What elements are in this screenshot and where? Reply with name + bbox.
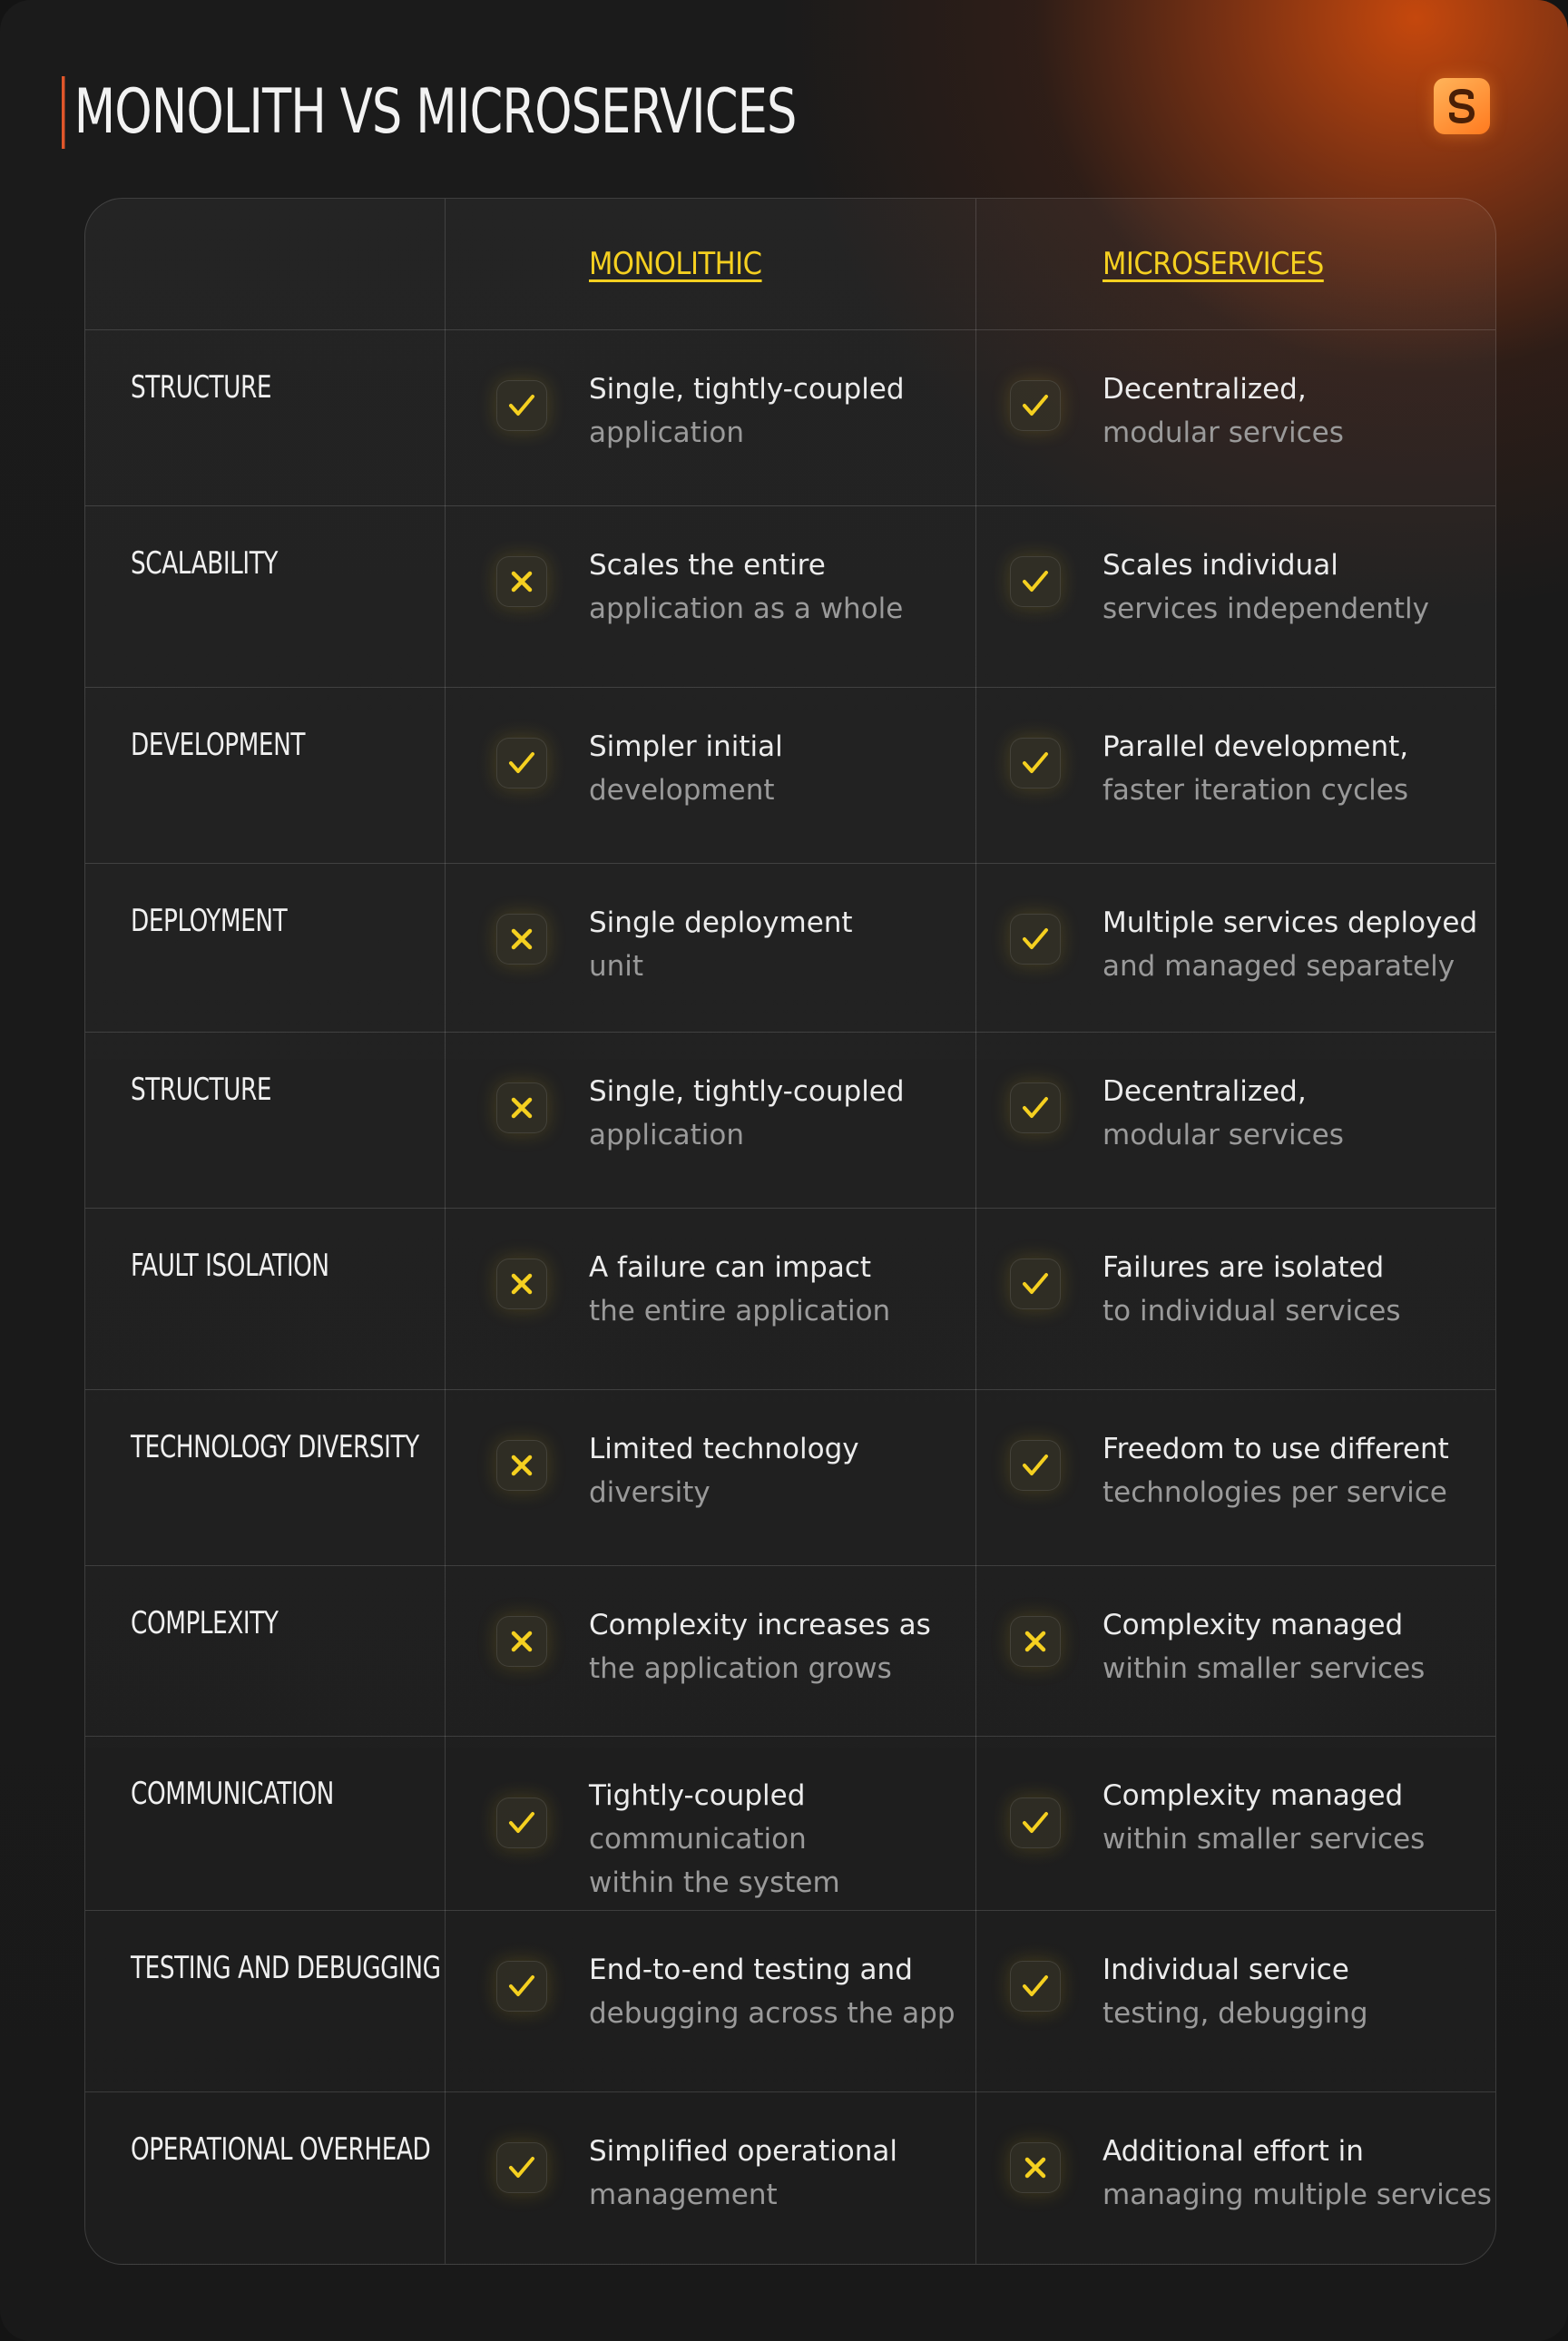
row-divider: [85, 863, 1495, 864]
monolithic-cell-text: [589, 1948, 956, 2035]
monolithic-cell-line2: unit: [589, 950, 644, 983]
microservices-cell-line2: within smaller services: [1102, 1823, 1426, 1856]
row-divider: [85, 505, 1495, 506]
microservices-cell-line1: Scales individual: [1102, 549, 1338, 582]
monolithic-cell-line1: Simpler initial: [589, 730, 783, 763]
microservices-cell-line2: to individual services: [1102, 1295, 1401, 1327]
microservices-cell-text: [1102, 367, 1344, 455]
microservices-cell-text: [1102, 544, 1429, 631]
microservices-cell-text: [1102, 901, 1477, 988]
row-label: STRUCTURE: [131, 369, 272, 406]
microservices-cell-line1: Parallel development,: [1102, 730, 1409, 763]
monolithic-cell-line2: diversity: [589, 1476, 710, 1509]
row-label: TECHNOLOGY DIVERSITY: [131, 1429, 419, 1465]
row-divider: [85, 1032, 1495, 1033]
monolithic-cell-line3: within the system: [589, 1866, 840, 1899]
cross-icon: [1010, 2142, 1061, 2193]
table-row: [85, 1910, 1495, 2091]
microservices-cell-text: [1102, 2130, 1492, 2217]
microservices-cell-line2: within smaller services: [1102, 1652, 1426, 1685]
microservices-cell-text: [1102, 1427, 1449, 1514]
row-divider: [85, 2091, 1495, 2092]
row-label: DEVELOPMENT: [131, 727, 305, 763]
microservices-cell-line1: Decentralized,: [1102, 373, 1307, 406]
monolithic-cell-line2: application as a whole: [589, 593, 904, 625]
row-label: OPERATIONAL OVERHEAD: [131, 2131, 431, 2168]
table-row: [85, 687, 1495, 863]
microservices-cell-line2: testing, debugging: [1102, 1997, 1368, 2030]
comparison-table: [84, 198, 1496, 2265]
check-icon: [1010, 556, 1061, 607]
microservices-cell-line2: technologies per service: [1102, 1476, 1447, 1509]
check-icon: [496, 738, 547, 788]
check-icon: [496, 2142, 547, 2193]
monolithic-cell-text: [589, 1603, 931, 1690]
monolithic-cell-line2: development: [589, 774, 775, 807]
row-divider: [85, 329, 1495, 330]
cross-icon: [496, 1082, 547, 1133]
microservices-cell-line1: Decentralized,: [1102, 1075, 1307, 1108]
row-label: COMMUNICATION: [131, 1776, 334, 1812]
check-icon: [1010, 1961, 1061, 2012]
monolithic-cell-line2: application: [589, 1119, 744, 1151]
microservices-cell-line1: Multiple services deployed: [1102, 906, 1478, 939]
monolithic-cell-text: [589, 1774, 840, 1905]
monolithic-cell-line1: Simplified operational: [589, 2135, 897, 2168]
monolithic-cell-text: [589, 2130, 897, 2217]
monolithic-cell-line1: Single, tightly-coupled: [589, 373, 905, 406]
microservices-cell-line1: Complexity managed: [1102, 1779, 1404, 1812]
table-row: [85, 1389, 1495, 1565]
check-icon: [1010, 914, 1061, 965]
table-row: [85, 1032, 1495, 1208]
monolithic-cell-line2: management: [589, 2179, 778, 2211]
row-divider: [85, 1389, 1495, 1390]
check-icon: [496, 1961, 547, 2012]
column-header-microservices: MICROSERVICES: [1102, 246, 1324, 282]
row-divider: [85, 1736, 1495, 1737]
microservices-cell-line2: modular services: [1102, 1119, 1344, 1151]
monolithic-cell-line2: the application grows: [589, 1652, 892, 1685]
row-label: DEPLOYMENT: [131, 903, 288, 939]
table-row: [85, 2091, 1495, 2265]
column-header-monolithic: MONOLITHIC: [589, 246, 762, 282]
monolithic-cell-line1: A failure can impact: [589, 1251, 872, 1284]
monolithic-cell-line2: the entire application: [589, 1295, 891, 1327]
monolithic-cell-line1: End-to-end testing and: [589, 1954, 913, 1986]
row-divider: [85, 1208, 1495, 1209]
check-icon: [1010, 738, 1061, 788]
table-row: [85, 505, 1495, 687]
microservices-cell-line1: Freedom to use different: [1102, 1433, 1449, 1465]
row-label: STRUCTURE: [131, 1072, 272, 1108]
table-row: [85, 1565, 1495, 1736]
s-logo-icon: [1446, 88, 1477, 124]
monolithic-cell-line1: Complexity increases as: [589, 1609, 931, 1641]
microservices-cell-text: [1102, 1774, 1425, 1861]
monolithic-cell-line1: Limited technology: [589, 1433, 859, 1465]
microservices-cell-text: [1102, 1070, 1344, 1157]
microservices-cell-text: [1102, 1246, 1400, 1333]
microservices-cell-line1: Individual service: [1102, 1954, 1349, 1986]
cross-icon: [1010, 1616, 1061, 1667]
cross-icon: [496, 1440, 547, 1491]
monolithic-cell-line1: Single, tightly-coupled: [589, 1075, 905, 1108]
microservices-cell-line2: and managed separately: [1102, 950, 1455, 983]
microservices-cell-line1: Failures are isolated: [1102, 1251, 1385, 1284]
microservices-cell-text: [1102, 725, 1408, 812]
monolithic-cell-text: [589, 367, 905, 455]
row-label: FAULT ISOLATION: [131, 1248, 329, 1284]
page-title: MONOLITH VS MICROSERVICES: [62, 76, 797, 149]
monolithic-cell-line1: Tightly-coupled: [589, 1779, 806, 1812]
monolithic-cell-line2: debugging across the app: [589, 1997, 956, 2030]
monolithic-cell-line1: Single deployment: [589, 906, 853, 939]
row-label: SCALABILITY: [131, 545, 278, 582]
monolithic-cell-text: [589, 725, 783, 812]
logo: [1434, 78, 1490, 134]
check-icon: [1010, 1797, 1061, 1848]
row-label: COMPLEXITY: [131, 1605, 279, 1641]
monolithic-cell-line2: communication: [589, 1823, 807, 1856]
row-divider: [85, 1565, 1495, 1566]
microservices-cell-line2: modular services: [1102, 416, 1344, 449]
monolithic-cell-text: [589, 1246, 890, 1333]
cross-icon: [496, 1616, 547, 1667]
table-row: [85, 329, 1495, 505]
microservices-cell-line1: Complexity managed: [1102, 1609, 1404, 1641]
microservices-cell-line2: managing multiple services: [1102, 2179, 1492, 2211]
check-icon: [496, 380, 547, 431]
row-label: TESTING AND DEBUGGING: [131, 1950, 441, 1986]
check-icon: [496, 1797, 547, 1848]
cross-icon: [496, 1259, 547, 1309]
microservices-cell-line2: services independently: [1102, 593, 1429, 625]
cross-icon: [496, 914, 547, 965]
table-row: [85, 1208, 1495, 1389]
microservices-cell-text: [1102, 1948, 1368, 2035]
check-icon: [1010, 1259, 1061, 1309]
check-icon: [1010, 380, 1061, 431]
monolithic-cell-line1: Scales the entire: [589, 549, 826, 582]
monolithic-cell-text: [589, 1070, 905, 1157]
cross-icon: [496, 556, 547, 607]
check-icon: [1010, 1082, 1061, 1133]
monolithic-cell-text: [589, 544, 903, 631]
monolithic-cell-text: [589, 901, 853, 988]
check-icon: [1010, 1440, 1061, 1491]
table-row: [85, 863, 1495, 1032]
microservices-cell-line2: faster iteration cycles: [1102, 774, 1408, 807]
monolithic-cell-text: [589, 1427, 859, 1514]
microservices-cell-text: [1102, 1603, 1425, 1690]
table-row: [85, 1736, 1495, 1910]
row-divider: [85, 687, 1495, 688]
row-divider: [85, 1910, 1495, 1911]
microservices-cell-line1: Additional effort in: [1102, 2135, 1364, 2168]
monolithic-cell-line2: application: [589, 416, 744, 449]
